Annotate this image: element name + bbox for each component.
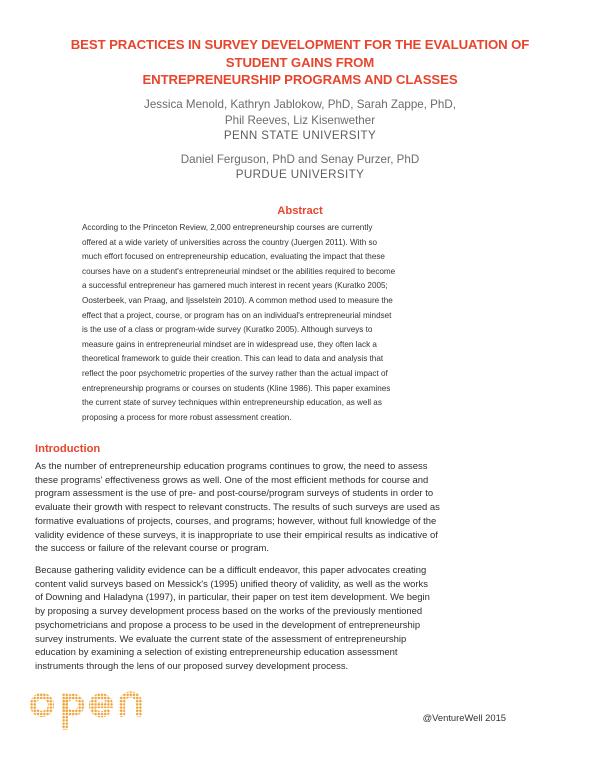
author-names: Jessica Menold, Kathryn Jablokow, PhD, Sarah Zappe, PhD,	[144, 98, 456, 111]
text-line: As the number of entrepreneurship education programs continues to grow, the need to assess	[35, 461, 428, 472]
introduction-paragraph-1	[35, 460, 505, 556]
logo-letter-o	[33, 696, 51, 714]
text-line: formative evaluations of projects, courses, and programs; however, without full knowledge of the	[35, 515, 437, 527]
text-line: content valid surveys based on Messick's (1995) unified theory of validity, as well as the works	[35, 578, 428, 590]
text-line: According to the Princeton Review, 2,000 entrepreneurship courses are currently	[82, 223, 373, 232]
text-line: a successful entrepreneur has garnered much interest in recent years (Kuratko 2005;	[82, 281, 388, 291]
text-line: education by examining a selection of existing entrepreneurship education assessment	[35, 647, 398, 659]
text-line: psychometricians and propose a process to be used in the development of entrepreneurship	[35, 619, 421, 631]
abstract-text	[82, 221, 457, 425]
text-line: Because gathering validity evidence can be a difficult endeavor, this paper advocates creating	[35, 565, 427, 576]
logo-letter-e	[92, 696, 110, 714]
text-line: Oosterbeek, van Praag, and Ijsselstein 2010). A common method used to measure the	[82, 295, 393, 305]
text-line: effect that a project, course, or program has on an individual's entrepreneurial mindset	[82, 310, 392, 320]
text-line: courses have on a student's entrepreneurial mindset or the abilities required to become	[82, 266, 396, 276]
title-line: BEST PRACTICES IN SURVEY DEVELOPMENT FOR THE EVALUATION OF	[70, 37, 530, 52]
author-names: Phil Reeves, Liz Kisenwether	[224, 113, 376, 127]
text-line: by proposing a survey development process based on the works of the previously mentioned	[35, 606, 423, 618]
text-line: the success or failure of the relevant course or program.	[35, 543, 269, 555]
copyright-notice: @VentureWell 2015	[422, 712, 506, 723]
text-line: evaluate their growth with respect to relevant constructs. The results of such surveys are used as	[35, 502, 440, 514]
text-line: instruments through the lens of our proposed survey development process.	[35, 660, 349, 672]
text-line: the current state of survey techniques within entrepreneurship education, as well as	[82, 398, 382, 408]
logo-letter-n	[122, 695, 139, 715]
introduction-paragraph-2	[35, 564, 505, 674]
text-line: is the use of a class or program-wide survey (Kuratko 2005). Although surveys to	[82, 325, 373, 335]
affiliation: PENN STATE UNIVERSITY	[223, 129, 377, 143]
text-line: program assessment is the use of pre- and post-course/program surveys of students in order to	[35, 488, 434, 500]
text-line: offered at a wide variety of universities across the country (Juergen 2011). With so	[82, 237, 378, 247]
text-line: measure gains in entrepreneurial mindset are in widespread use, they often lack a	[82, 339, 377, 349]
text-line: reflect the poor psychometric properties of the survey rather than the actual impact of	[82, 368, 388, 378]
text-line: survey instruments. We evaluate the current state of the assessment of entrepreneurship	[35, 633, 407, 645]
author-names: Daniel Ferguson, PhD and Senay Purzer, PhD	[180, 152, 420, 166]
open-logo	[30, 690, 145, 730]
abstract-heading: Abstract	[277, 205, 323, 217]
paper-title	[30, 36, 570, 89]
title-line: ENTREPRENEURSHIP PROGRAMS AND CLASSES	[142, 72, 458, 87]
text-line: theoretical framework to guide their creation. This can lead to data and analysis that	[82, 354, 384, 364]
logo-letter-p-bowl	[65, 697, 81, 713]
text-line: entrepreneurship programs or courses on students (Kline 1986). This paper examines	[82, 383, 391, 393]
text-line: these programs' effectiveness grows as well. One of the most efficient methods for course and	[35, 474, 429, 486]
author-block	[60, 97, 540, 183]
text-line: validity evidence of these surveys, it is inappropriate to use their empirical results as indicative of	[35, 529, 438, 541]
title-line: STUDENT GAINS FROM	[225, 54, 375, 70]
introduction-heading: Introduction	[35, 443, 101, 455]
text-line: of Downing and Haladyna (1997), in particular, their paper on test item development. We begin	[35, 592, 430, 604]
text-line: proposing a process for more robust assessment creation.	[82, 412, 292, 422]
affiliation: PURDUE UNIVERSITY	[235, 168, 365, 182]
text-line: much effort focused on entrepreneurship education, evaluating the impact that these	[82, 252, 385, 262]
